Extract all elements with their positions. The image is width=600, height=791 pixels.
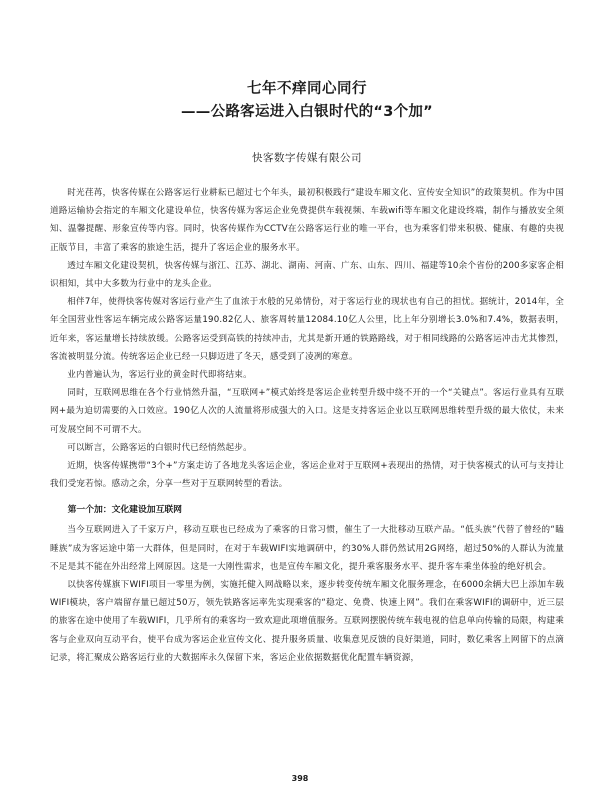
article-body [50,184,564,667]
article-title: 七年不痒同心同行 [247,81,367,97]
paragraph: 以快客传媒旗下WIFI项目一零里为例，实施托健入网战略以来，逐步转变传统车厢文化服务理念，在6000余辆大巴上添加车载WIFI模块，客户端留存量已超过50万，领先铁路客运率先实现乘客的“稳定、免费、快速上网”。我们在乘客WIFI的调研中，近三层的旅客在途中使用了车载WIFI，几乎所有的乘客均一致欢迎此项增值服务。互联网摆脱传统车载电视的信息单向传输的局限，构建乘客与企业双向互动平台，使平台成为客运企业宣传文化、提升服务质量、收集意见反馈的良好渠道，同时，数亿乘客上网留下的点滴记录，将汇聚成公路客运行业的大数据库永久保留下来，客运企业依据数据优化配置车辆资源， [50,580,564,663]
paragraph: 同时，互联网思维在各个行业悄然升温，“互联网+”模式始终是客运企业转型升级中绕不开的一个“关键点”。客运行业具有互联网+最为迫切需要的入口效应。190亿人次的人流量将形成强大的入口。这是支持客运企业以互联网思维转型升级的最大依仗，未来可发展空间不可谓不大。 [50,388,564,435]
paragraph: 可以断言，公路客运的白银时代已经悄然起步。 [67,442,252,453]
paragraph: 透过车厢文化建设契机，快客传媒与浙江、江苏、湖北、湖南、河南、广东、山东、四川、福建等10余个省份的200多家客企相识相知，其中大多数为行业中的龙头企业。 [50,260,564,290]
paragraph: 相伴7年，使得快客传媒对客运行业产生了血浓于水般的兄弟情份，对于客运行业的现状也有自己的担忧。据统计，2014年，全年全国营业性客运车辆完成公路客运量190.82亿人、旅客周转量12084.10亿人公里，比上年分别增长3.0%和7.4%，数据表明，近年来，客运量增长持续放缓。公路客运受到高铁的持续冲击，尤其是新开通的铁路路线，对于相同线路的公路客运冲击尤其惨烈，客流被明显分流。传统客运企业已经一只脚迈进了冬天，感受到了凌冽的寒意。 [50,297,564,362]
article-subtitle: ——公路客运进入白银时代的“3个加” [180,104,434,120]
section-heading: 第一个加：文化建设加互联网 [67,505,182,516]
paragraph: 当今互联网进入了千家万户，移动互联也已经成为了乘客的日常习惯，催生了一大批移动互联产品。“低头族”代替了曾经的“瞌睡族”成为客运途中第一大群体，但是同时，在对于车载WIFI实地调研中，约30%人群仍然试用2G网络，超过50%的人群认为流量不足是其不能在外出经常上网原因。这是一大刚性需求，也是宣传车厢文化，提升乘客服务水平、提升客车乘坐体验的绝好机会。 [50,525,564,572]
paragraph: 近期，快客传媒携带“3个+”方案走访了各地龙头客运企业，客运企业对于互联网+表现出的热情，对于快客模式的认可与支持让我们受宠若惊。感动之余，分享一些对于互联网转型的看法。 [50,461,564,490]
paragraph: 时光荏苒，快客传媒在公路客运行业耕耘已超过七个年头，最初积极践行“建设车厢文化、宣传安全知识”的政策契机。作为中国道路运输协会指定的车厢文化建设单位，快客传媒为客运企业免费提供车载视频、车载wifi等车厢文化建设终端，制作与播放安全须知、温馨提醒、形象宣传等内容。同时，快客传媒作为CCTV在公路客运行业的唯一平台，也为乘客们带来积极、健康、有趣的央视正版节目，丰富了乘客的旅途生活，提升了客运企业的服务水平。 [50,188,564,253]
page-number: 398 [291,774,309,783]
author-organization: 快客数字传媒有限公司 [252,152,362,164]
paragraph: 业内普遍认为，客运行业的黄金时代即将结束。 [67,370,252,381]
